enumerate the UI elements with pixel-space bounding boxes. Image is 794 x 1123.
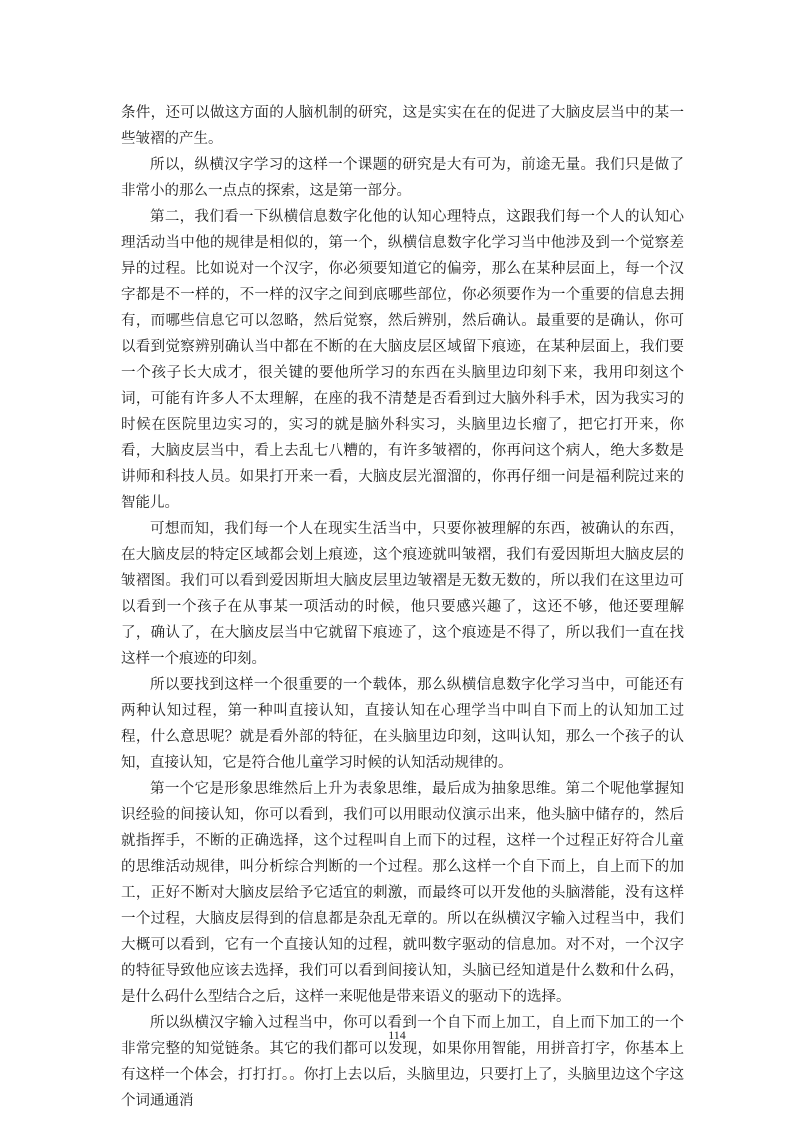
paragraph-4: 可想而知，我们每一个人在现实生活当中，只要你被理解的东西，被确认的东西，在大脑皮层的特定区域都会划上痕迹，这个痕迹就叫皱褶，我们有爱因斯坦大脑皮层的皱褶图。我们可以看到爱因斯坦大脑皮层里边皱褶是无数无数的，所以我们在这里边可以看到一个孩子在从事某一项活动的时候，他只要感兴趣了，这还不够，他还要理解了，确认了，在大脑皮层当中它就留下痕迹了，这个痕迹是不得了，所以我们一直在找这样一个痕迹的印刻。 — [121, 521, 684, 667]
page-number: 114 — [388, 1028, 406, 1042]
paragraph-3: 第二，我们看一下纵横信息数字化他的认知心理特点，这跟我们每一个人的认知心理活动当中他的规律是相似的，第一个，纵横信息数字化学习当中他涉及到一个觉察差异的过程。比如说对一个汉字，你必须要知道它的偏旁，那么在某种层面上，每一个汉字都是不一样的，不一样的汉字之间到底哪些部位，你必须要作为一个重要的信息去拥有，而哪些信息它可以忽略，然后觉察，然后辨别，然后确认。最重要的是确认，你可以看到觉察辨别确认当中都在不断的在大脑皮层区域留下痕迹，在某种层面上，我们要一个孩子长大成才，很关键的要他所学习的东西在头脑里边印刻下来，我用印刻这个词，可能有许多人不太理解，在座的我不清楚是否看到过大脑外科手术，因为我实习的时候在医院里边实习的，实习的就是脑外科实习，头脑里边长瘤了，把它打开来，你看，大脑皮层当中，看上去乱七八糟的，有许多皱褶的，你再问这个病人，绝大多数是讲师和科技人员。如果打开来一看，大脑皮层光溜溜的，你再仔细一问是福利院过来的智能儿。 — [121, 209, 684, 511]
paragraph-6: 第一个它是形象思维然后上升为表象思维，最后成为抽象思维。第二个呢他掌握知识经验的间接认知，你可以看到，我们可以用眼动仪演示出来，他头脑中储存的，然后就指挥手，不断的正确选择，这个过程叫自上而下的过程，这样一个过程正好符合儿童的思维活动规律，叫分析综合判断的一个过程。那么这样一个自下而上，自上而下的加工，正好不断对大脑皮层给予它适宜的刺激，而最终可以开发他的头脑潜能，没有这样一个过程，大脑皮层得到的信息都是杂乱无章的。所以在纵横汉字输入过程当中，我们大概可以看到，它有一个直接认知的过程，就叫数字驱动的信息加。对不对，一个汉字的特征导致他应该去选择，我们可以看到间接认知，头脑已经知道是什么数和什么码，是什么码什么型结合之后，这样一来呢他是带来语义的驱动下的选择。 — [121, 781, 684, 1005]
paragraph-2: 所以，纵横汉字学习的这样一个课题的研究是大有可为，前途无量。我们只是做了非常小的那么一点点的探索，这是第一部分。 — [121, 157, 684, 199]
paragraph-5: 所以要找到这样一个很重要的一个载体，那么纵横信息数字化学习当中，可能还有两种认知过程，第一种叫直接认知，直接认知在心理学当中叫自下而上的认知加工过程，什么意思呢？就是看外部的特征，在头脑里边印刻，这叫认知，那么一个孩子的认知，直接认知，它是符合他儿童学习时候的认知活动规律的。 — [121, 677, 684, 771]
paragraph-7: 所以纵横汉字输入过程当中，你可以看到一个自下而上加工，自上而下加工的一个非常完整的知觉链条。其它的我们都可以发现，如果你用智能，用拼音打字，你基本上有这样一个体会，打打打。。你打上去以后，头脑里边，只要打上了，头脑里边这个字这个词通通消 — [121, 1015, 684, 1109]
document-body — [121, 100, 684, 1114]
paragraph-1: 条件，还可以做这方面的人脑机制的研究，这是实实在在的促进了大脑皮层当中的某一些皱褶的产生。 — [121, 105, 684, 147]
